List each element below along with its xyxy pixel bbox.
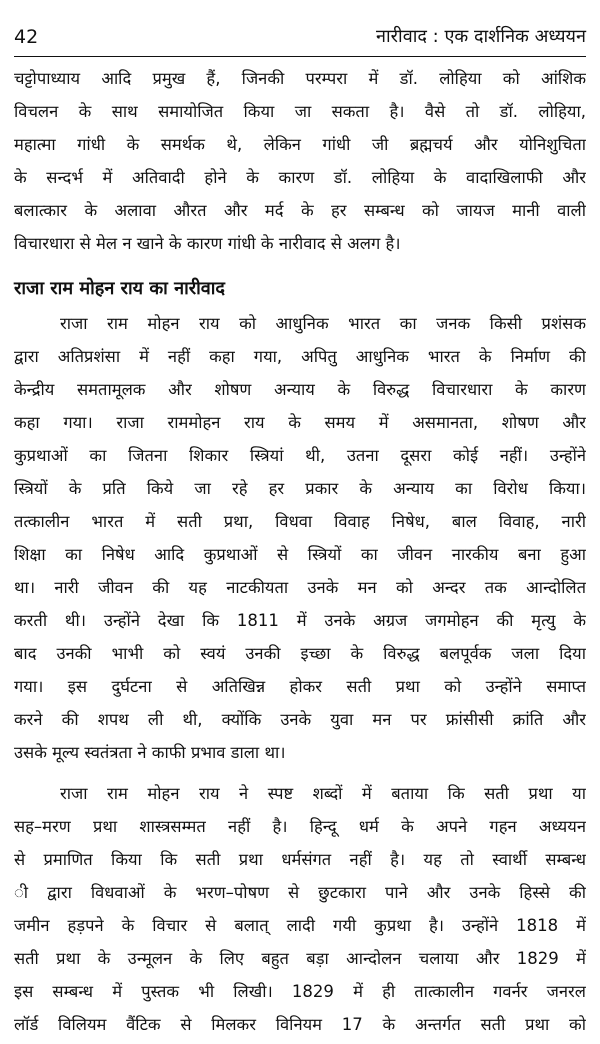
text-line: राजा राम मोहन राय को आधुनिक भारत का जनक किसी प्रशंसक — [60, 314, 586, 333]
running-head: नारीवाद : एक दार्शनिक अध्ययन — [376, 26, 586, 47]
text-line: स्त्रियों के प्रति किये जा रहे हर प्रकार के अन्याय का विरोध किया। — [14, 479, 586, 498]
text-line: करने की शपथ ली थी, क्योंकि उनके युवा मन पर फ्रांसीसी क्रांति और — [14, 710, 586, 729]
text-line: चट्टोपाध्याय आदि प्रमुख हैं, जिनकी परम्परा में डॉ. लोहिया को आंशिक — [14, 69, 586, 88]
text-line: इस सम्बन्ध में पुस्तक भी लिखी। 1829 में ही तात्कालीन गवर्नर जनरल — [14, 982, 586, 1001]
text-line: सह–मरण प्रथा शास्त्रसम्मत नहीं है। हिन्दू धर्म के अपने गहन अध्ययन — [14, 817, 586, 836]
text-line: केन्द्रीय समतामूलक और शोषण अन्याय के विरुद्ध विचारधारा के कारण — [14, 380, 586, 399]
paragraph-2 — [14, 307, 586, 769]
text-line: विचारधारा से मेल न खाने के कारण गांधी के नारीवाद से अलग है। — [14, 234, 401, 253]
page-header — [14, 22, 586, 52]
text-line: बाद उनकी भाभी को स्वयं उनकी इच्छा के विरुद्ध बलपूर्वक जला दिया — [14, 644, 586, 663]
text-line: कहा गया। राजा राममोहन राय के समय में असमानता, शोषण और — [14, 413, 586, 432]
text-line: लॉर्ड विलियम वैंटिक से मिलकर विनियम 17 के अन्तर्गत सती प्रथा को — [14, 1015, 586, 1034]
text-line: उसके मूल्य स्वतंत्रता ने काफी प्रभाव डाला था। — [14, 743, 286, 762]
paragraph-1 — [14, 62, 586, 260]
page-body — [14, 62, 586, 1041]
text-line: राजा राम मोहन राय ने स्पष्ट शब्दों में बताया कि सती प्रथा या — [60, 784, 586, 803]
section-heading: राजा राम मोहन राय का नारीवाद — [14, 278, 225, 299]
text-line: शिक्षा का निषेध आदि कुप्रथाओं से स्त्रियों का जीवन नारकीय बना हुआ — [14, 545, 586, 564]
text-line: बलात्कार के अलावा औरत और मर्द के हर सम्बन्ध को जायज मानी वाली — [14, 201, 586, 220]
paragraph-gap — [14, 769, 586, 777]
paragraph-3 — [14, 777, 586, 1041]
text-line: करती थी। उन्होंने देखा कि 1811 में उनके अग्रज जगमोहन की मृत्यु के — [14, 611, 586, 630]
text-line: जमीन हड़पने के विचार से बलात् लादी गयी कुप्रथा है। उन्होंने 1818 में — [14, 916, 586, 935]
text-line: महात्मा गांधी के समर्थक थे, लेकिन गांधी जी ब्रह्मचर्य और योनिशुचिता — [14, 135, 586, 154]
page-number: 42 — [14, 26, 39, 48]
text-line: कुप्रथाओं का जितना शिकार स्त्रियां थी, उतना दूसरा कोई नहीं। उन्होंने — [14, 446, 586, 465]
text-line: था। नारी जीवन की यह नाटकीयता उनके मन को अन्दर तक आन्दोलित — [14, 578, 586, 597]
text-line: विचलन के साथ समायोजित किया जा सकता है। वैसे तो डॉ. लोहिया, — [14, 102, 586, 121]
text-line: तत्कालीन भारत में सती प्रथा, विधवा विवाह निषेध, बाल विवाह, नारी — [14, 512, 586, 531]
text-line: सती प्रथा के उन्मूलन के लिए बहुत बड़ा आन्दोलन चलाया और 1829 में — [14, 949, 586, 968]
text-line: से प्रमाणित किया कि सती प्रथा धर्मसंगत नहीं है। यह तो स्वार्थी सम्बन्ध — [14, 850, 586, 869]
text-line: ी द्वारा विधवाओं के भरण–पोषण से छुटकारा पाने और उनके हिस्से की — [14, 883, 586, 902]
text-line: द्वारा अतिप्रशंसा में नहीं कहा गया, अपितु आधुनिक भारत के निर्माण की — [14, 347, 586, 366]
text-line: गया। इस दुर्घटना से अतिखिन्न होकर सती प्रथा को उन्होंने समाप्त — [14, 677, 586, 696]
header-rule — [14, 56, 586, 57]
text-line: के सन्दर्भ में अतिवादी होने के कारण डॉ. लोहिया के वादाखिलाफी और — [14, 168, 586, 187]
